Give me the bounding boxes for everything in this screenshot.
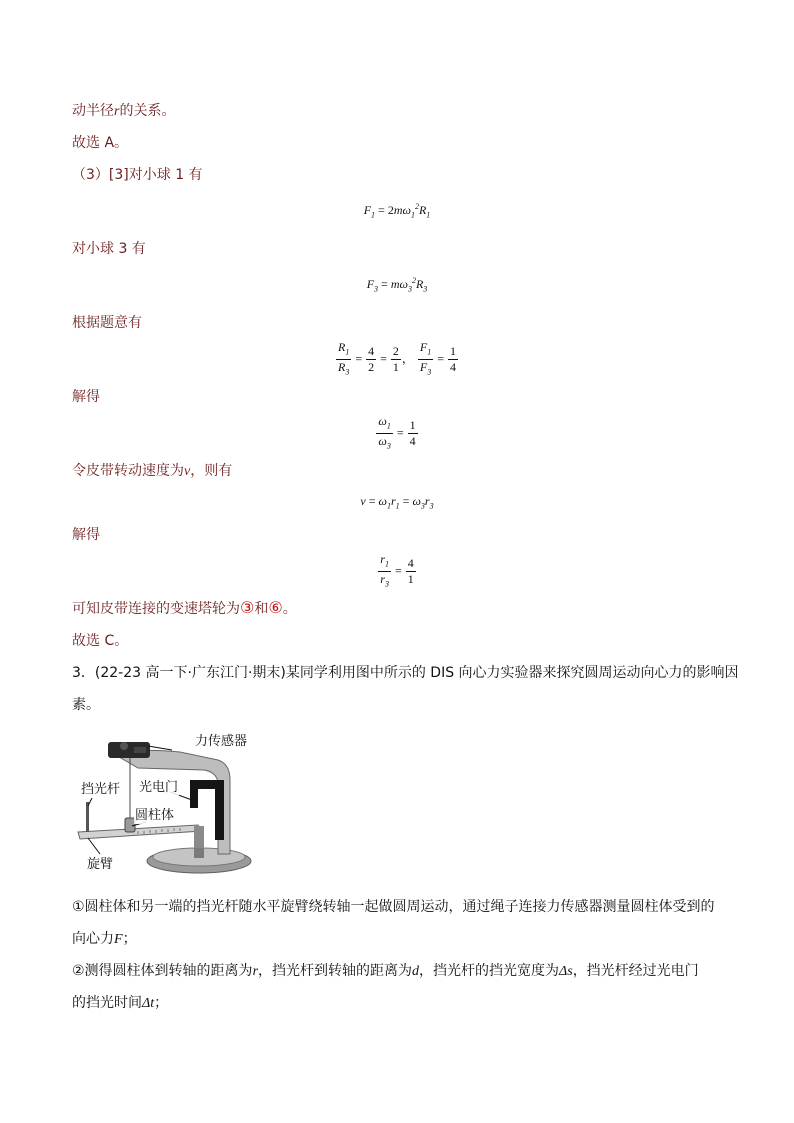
question-item-2-line-1: ②测得圆柱体到转轴的距离为r，挡光杆到转轴的距离为d，挡光杆的挡光宽度为Δs，挡光杆经过光电门 [72,963,699,979]
equation-f3: $F_3 = m\omega_3^2R_3$ [366,276,428,294]
equation-radius-ratio: $\frac{r_1}{r_3}$ = $\frac{4}{1}$ [380,552,414,589]
solution-line-6: 解得 [72,389,100,405]
question-item-2-line-2: 的挡光时间Δt； [72,995,169,1011]
question-3-line-1: 3．(22-23 高一下·广东江门·期末)某同学利用图中所示的 DIS 向心力实验器来探究圆周运动向心力的影响因 [72,665,739,681]
label-light-rod: 挡光杆 [81,782,121,797]
solution-line-8: 解得 [72,527,100,543]
circled-six: ⑥ [268,598,283,617]
equation-omega-ratio: $\frac{\omega_1}{\omega_3}$ = $\frac{1}{4}$ [378,414,416,451]
label-force-sensor: 力传感器 [195,734,248,749]
solution-line-5: 根据题意有 [72,315,142,331]
solution-line-3: （3）[3]对小球 1 有 [72,167,203,183]
solution-line-4: 对小球 3 有 [72,241,146,257]
equation-ratios: $\frac{R_1}{R_3}$ = $\frac{4}{2}$ = $\frac{2}{1}$ ， $\frac{F_1}{F_3}$ = $\frac{1}{4}$ [337,340,457,377]
equation-f1: $F_1 = 2m\omega_1^2R_1$ [363,202,431,220]
label-photogate: 光电门 [139,780,179,795]
question-item-1-line-2: 向心力F； [72,931,137,947]
solution-line-10: 故选 C。 [72,633,129,649]
label-cylinder: 圆柱体 [135,808,175,823]
solution-line-7: 令皮带转动速度为v，则有 [72,463,233,479]
apparatus-figure [76,730,276,880]
question-3-line-2: 素。 [72,697,100,713]
circled-three: ③ [240,598,255,617]
equation-belt-speed: $v = \omega_1r_1 = \omega_3r_3$ [360,494,434,511]
solution-line-1: 动半径r的关系。 [72,103,176,119]
solution-line-2: 故选 A。 [72,135,129,151]
question-item-1-line-1: ①圆柱体和另一端的挡光杆随水平旋臂绕转轴一起做圆周运动，通过绳子连接力传感器测量圆柱体受到的 [72,899,715,915]
solution-line-9: 可知皮带连接的变速塔轮为③和⑥。 [72,598,297,617]
label-rotating-arm: 旋臂 [87,857,114,872]
